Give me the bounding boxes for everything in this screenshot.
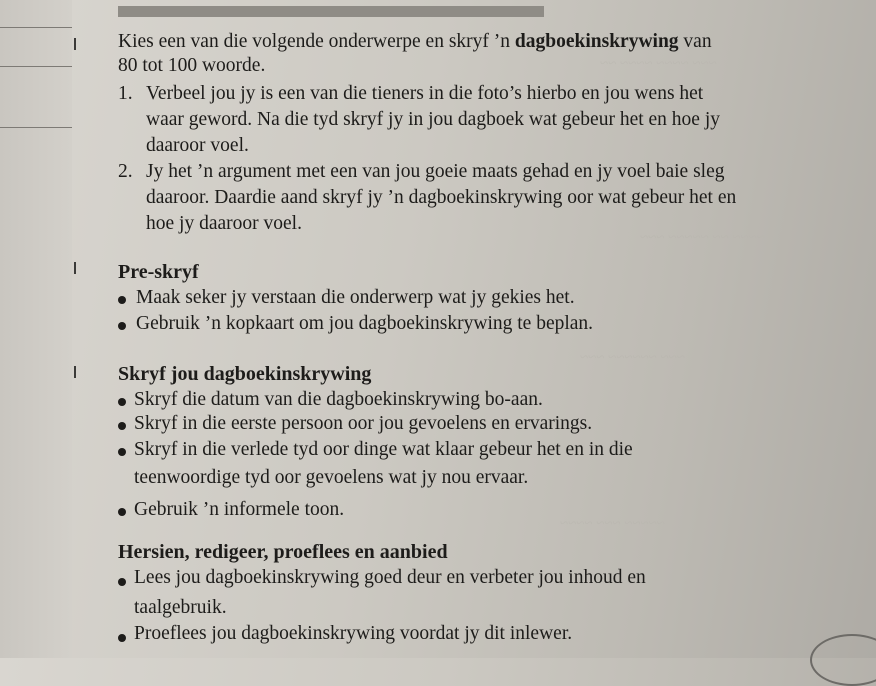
bleed-through-texture: ~~~~~ ~~~ ~~~~ — [560, 516, 665, 532]
bleed-through-texture: ~~~ ~~~~ ~~~~ ~~ — [600, 56, 717, 72]
bleed-through-texture: ~~~~ ~~ ~~~~~ ~~~ — [640, 230, 765, 246]
list-item: Maak seker jy verstaan die onderwerp wat jy gekies het. — [136, 287, 575, 308]
list-item-continuation: taalgebruik. — [134, 597, 227, 618]
topic-2-line: Jy het ’n argument met een van jou goeie maats gehad en jy voel baie sleg — [146, 161, 725, 182]
topic-2-line: hoe jy daaroor voel. — [146, 213, 302, 234]
topic-number: 2. — [118, 161, 133, 182]
bullet-icon — [118, 422, 126, 430]
topic-1-line: waar geword. Na die tyd skryf jy in jou dagboek wat gebeur het en hoe jy — [146, 109, 720, 130]
section-heading-pre-skryf: Pre-skryf — [118, 261, 199, 283]
bullet-icon — [118, 448, 126, 456]
bullet-icon — [118, 578, 126, 586]
bleed-through-texture: ~~~ ~~~~~~ ~~~ — [580, 350, 685, 366]
list-item: Lees jou dagboekinskrywing goed deur en verbeter jou inhoud en — [134, 567, 646, 588]
section-heading-hersien: Hersien, redigeer, proeflees en aanbied — [118, 541, 448, 563]
section-heading-skryf: Skryf jou dagboekinskrywing — [118, 363, 372, 385]
topic-number: 1. — [118, 83, 133, 104]
instruction-line — [118, 30, 712, 54]
bullet-icon — [118, 508, 126, 516]
list-item: Skryf in die eerste persoon oor jou gevoelens en ervarings. — [134, 413, 593, 434]
bullet-icon — [118, 296, 126, 304]
bullet-icon — [118, 398, 126, 406]
list-item: Proeflees jou dagboekinskrywing voordat jy dit inlewer. — [134, 623, 573, 644]
topic-2-line: daaroor. Daardie aand skryf jy ’n dagboekinskrywing oor wat gebeur het en — [146, 187, 737, 208]
list-item: Gebruik ’n informele toon. — [134, 499, 345, 520]
instruction-text: Kies een van die volgende onderwerpe en skryf ’n — [118, 31, 515, 52]
topic-1-line: Verbeel jou jy is een van die tieners in die foto’s hierbo en jou wens het — [146, 83, 704, 104]
instruction-text: van — [678, 31, 712, 52]
list-item: Gebruik ’n kopkaart om jou dagboekinskrywing te beplan. — [136, 313, 594, 334]
topic-1-line: daaroor voel. — [146, 135, 249, 156]
instruction-line-2: 80 tot 100 woorde. — [118, 55, 266, 76]
list-item-continuation: teenwoordige tyd oor gevoelens wat jy nou ervaar. — [134, 467, 529, 488]
list-item: Skryf in die verlede tyd oor dinge wat klaar gebeur het en in die — [134, 439, 633, 460]
list-item: Skryf die datum van die dagboekinskrywing bo-aan. — [134, 389, 543, 410]
bullet-icon — [118, 322, 126, 330]
bullet-icon — [118, 634, 126, 642]
instruction-bold-term: dagboekinskrywing — [514, 31, 679, 52]
